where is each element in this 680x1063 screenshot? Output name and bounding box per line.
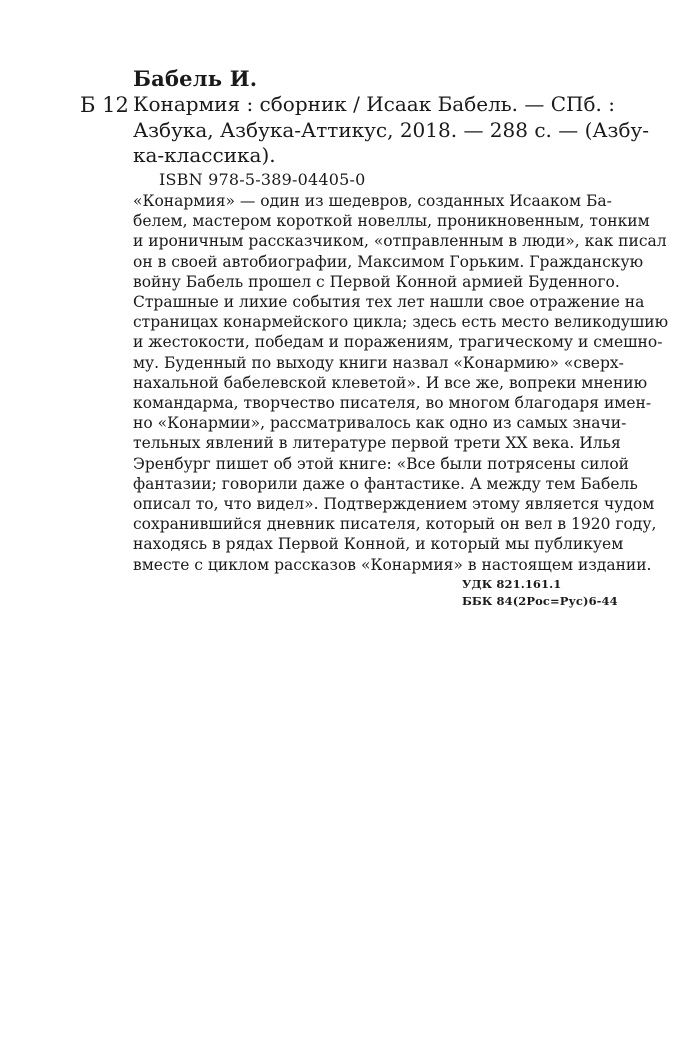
annotation-line: «Конармия» — один из шедевров, созданных Исааком Ба- (133, 192, 612, 210)
annotation-line: вместе с циклом рассказов «Конармия» в настоящем издании. (133, 555, 652, 574)
annotation-line: Эренбург пишет об этой книге: «Все были потрясены силой (133, 454, 630, 473)
isbn: ISBN 978-5-389-04405-0 (159, 170, 366, 189)
annotation-line: находясь в рядах Первой Конной, и который мы публикуем (133, 535, 624, 554)
annotation-line: фантазии; говорили даже о фантастике. А между тем Бабель (133, 474, 638, 493)
annotation-line: тельных явлений в литературе первой трети XX века. Илья (133, 434, 621, 453)
description-line: Азбука, Азбука-Аттикус, 2018. — 288 с. — (Азбу- (133, 117, 650, 142)
annotation-line: Страшные и лихие события тех лет нашли свое отражение на (133, 293, 645, 312)
annotation-line: сохранившийся дневник писателя, который он вел в 1920 году, (133, 515, 657, 534)
description-line: Конармия : сборник / Исаак Бабель. — СПб. : (133, 92, 615, 116)
annotation-line: нахальной бабелевской клеветой». И все же, вопреки мнению (133, 373, 648, 392)
annotation-paragraph (133, 191, 669, 575)
author-heading: Бабель И. (133, 66, 258, 91)
annotation-line: страницах конармейского цикла; здесь есть место великодушию (133, 313, 669, 332)
annotation-line: му. Буденный по выходу книги назвал «Конармию» «сверх- (133, 353, 624, 372)
annotation-line: и жестокости, победам и поражениям, трагическому и смешно- (133, 333, 663, 352)
bbk-index: ББК 84(2Рос=Рус)6-44 (462, 594, 618, 608)
udk-index: УДК 821.161.1 (462, 577, 562, 591)
description-line: ка-классика). (133, 143, 276, 167)
annotation-line: белем, мастером короткой новеллы, проникновенным, тонким (133, 212, 650, 231)
annotation-line: и ироничным рассказчиком, «отправленным в люди», как писал (133, 232, 667, 251)
annotation-line: но «Конармии», рассматривалось как одно из самых значи- (133, 414, 627, 433)
annotation-line: войну Бабель прошел с Первой Конной армией Буденного. (133, 272, 620, 291)
annotation-line: командарма, творчество писателя, во многом благодаря имен- (133, 394, 652, 413)
annotation-line: описал то, что видел». Подтверждением этому является чудом (133, 495, 655, 514)
bibliographic-description (133, 92, 650, 169)
author-mark-code: Б 12 (80, 93, 129, 117)
annotation-line: он в своей автобиографии, Максимом Горьким. Гражданскую (133, 252, 644, 271)
